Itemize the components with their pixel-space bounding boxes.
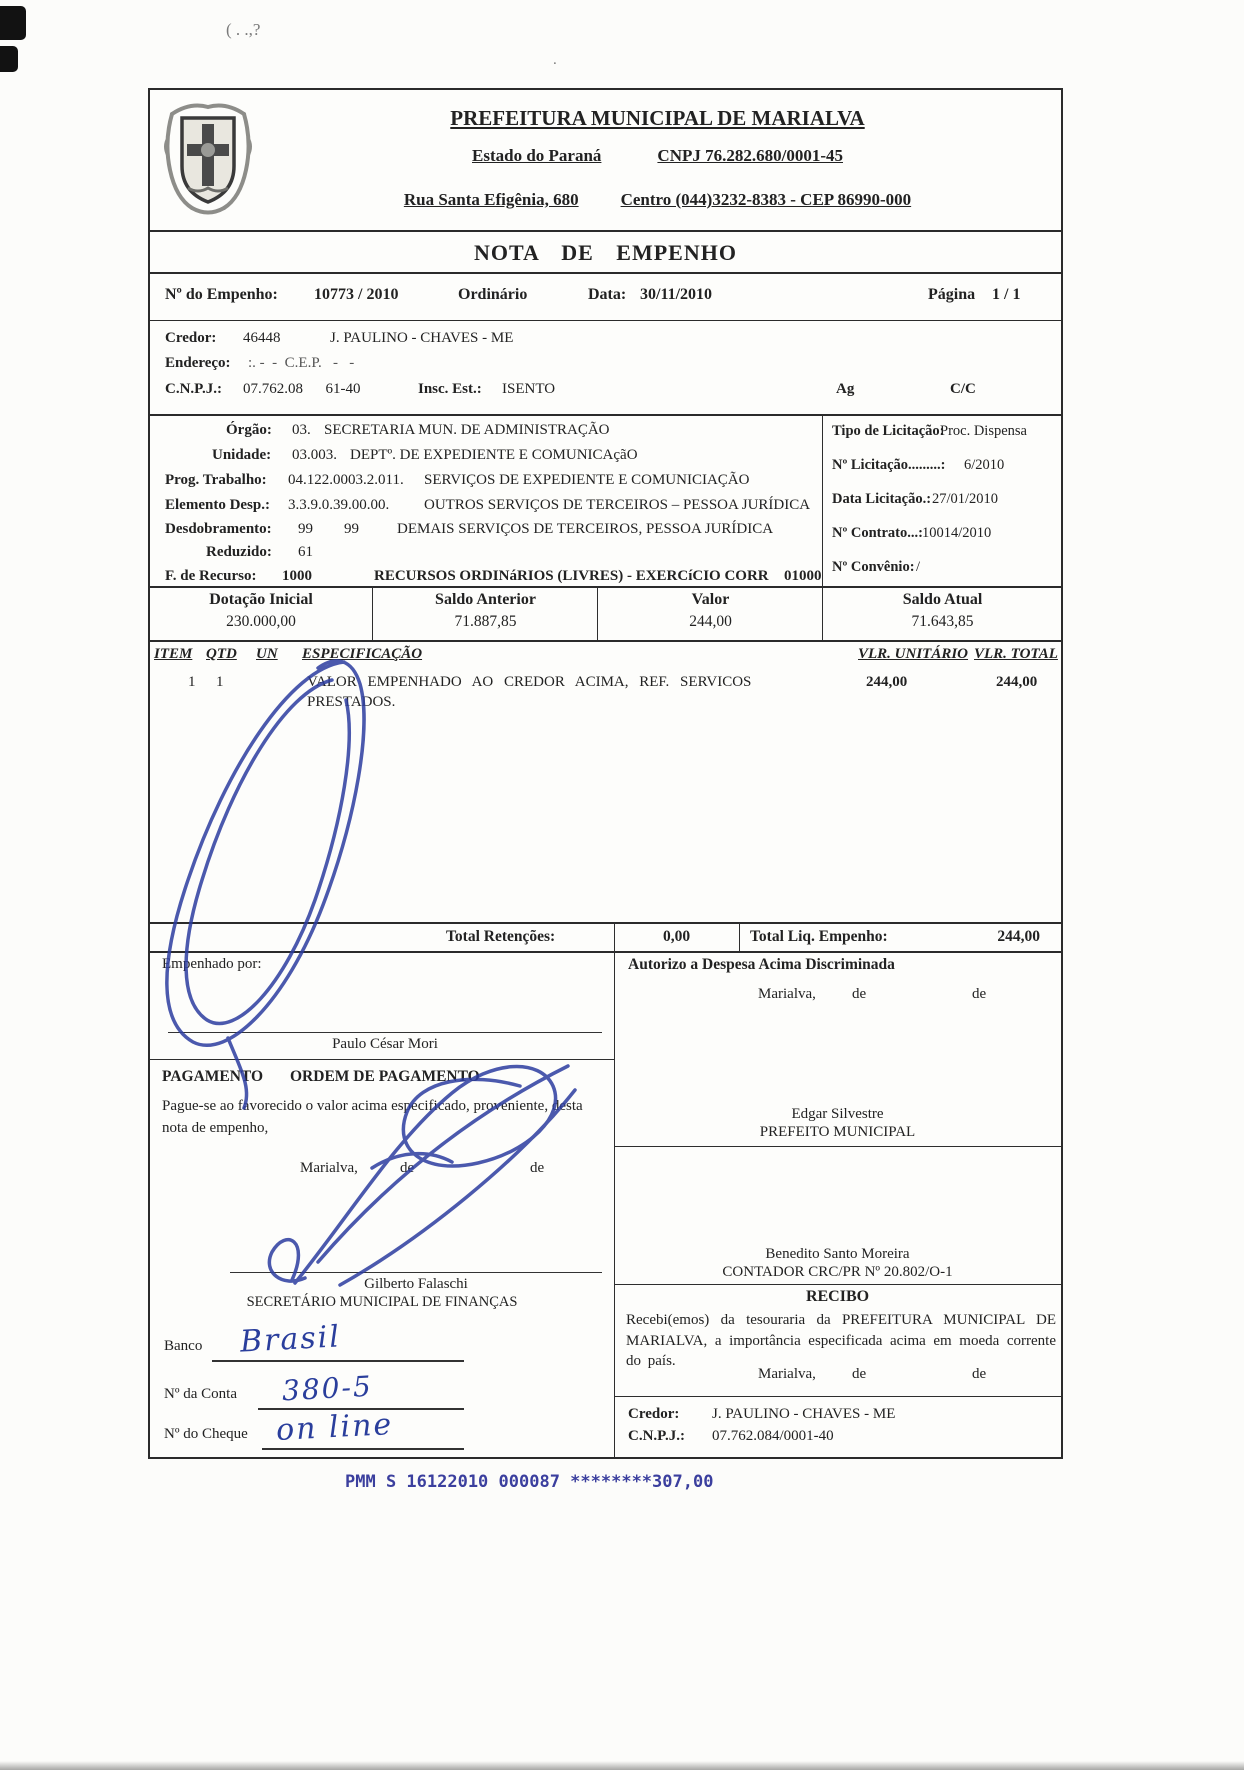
saldo-cell-dotacao-inicial [150,586,372,640]
contador-cargo: CONTADOR CRC/PR Nº 20.802/O-1 [722,1264,953,1280]
orgao-cod: 03. [292,422,311,438]
divider [150,1059,614,1060]
empenho-number-value: 10773 / 2010 [314,286,399,303]
insc-est-label: Insc. Est.: [418,381,482,397]
num-convenio-value: / [916,559,921,575]
recibo-cnpj-label: C.N.P.J.: [628,1428,685,1444]
item-numero: 1 [188,674,196,690]
divider [150,640,1061,642]
banco-fill-line [212,1360,464,1362]
saldo-value: 244,00 [689,613,732,630]
conta-handwritten-value: 380-5 [281,1369,374,1408]
desdobramento-cod1: 99 [298,521,313,537]
cheque-label: Nº do Cheque [164,1426,248,1442]
prefeito-nome: Edgar Silvestre [791,1106,884,1122]
empenho-form [148,88,1063,1459]
unidade-cod: 03.003. [292,447,337,463]
header-title-line [260,106,1055,131]
signature-line [230,1272,602,1273]
divider [150,951,1061,953]
contador-nome: Benedito Santo Moreira [765,1246,910,1262]
recibo-cnpj-value: 07.762.084/0001-40 [712,1428,834,1444]
item-vlr-total: 244,00 [996,674,1038,690]
autorizo-de-1: de [852,986,867,1002]
saldo-cell-saldo-atual [822,586,1062,640]
signature-line [168,1032,602,1033]
data-licitacao-value: 27/01/2010 [932,491,999,507]
prefeito-cargo: PREFEITO MUNICIPAL [759,1124,916,1140]
secretario-cargo: SECRETÁRIO MUNICIPAL DE FINANÇAS [246,1294,518,1310]
recibo-credor-label: Credor: [628,1406,680,1422]
divider [614,1396,1061,1397]
saldo-value: 71.887,85 [454,613,517,630]
num-licitacao-label: Nº Licitação.........: [832,457,946,473]
divider [822,414,823,586]
conta-label: Nº da Conta [164,1386,237,1402]
saldo-label: Valor [691,591,730,608]
empenhado-por-nome: Paulo César Mori [332,1036,438,1052]
autorizo-de-2: de [972,986,987,1002]
saldo-value: 230.000,00 [226,613,296,630]
col-header-vlr-total: VLR. TOTAL [974,646,1058,662]
header-centro: Centro (044)3232-8383 - CEP 86990-000 [620,190,912,209]
recibo-credor-value: J. PAULINO - CHAVES - ME [712,1406,896,1422]
desdobramento-cod2: 99 [344,521,359,537]
credor-codigo: 46448 [243,330,281,346]
total-retencoes-label: Total Retenções: [446,928,556,945]
endereco-value: :. - - C.E.P. - - [248,355,355,371]
divider [614,1284,1061,1285]
saldo-value: 71.643,85 [911,613,974,630]
saldo-label: Saldo Atual [902,591,983,608]
item-especificacao-l1: VALOR EMPENHADO AO CREDOR ACIMA, REF. SERVICOS [307,674,752,690]
pagamento-local: Marialva, [300,1160,358,1176]
col-header-item: ITEM [154,646,193,662]
desdobramento-value: DEMAIS SERVIÇOS DE TERCEIROS, PESSOA JURÍDICA [397,521,774,537]
stray-pen-mark: . [553,52,557,68]
divider [150,272,1061,274]
elemento-desp-label: Elemento Desp.: [165,497,270,513]
col-header-vlr-unitario: VLR. UNITÁRIO [858,646,969,662]
elemento-desp-cod: 3.3.9.0.39.00.00. [288,497,390,513]
prog-trabalho-value: SERVIÇOS DE EXPEDIENTE E COMUNICIAÇÃO [424,472,750,488]
header-rua: Rua Santa Efigênia, 680 [403,190,579,209]
num-contrato-label: Nº Contrato...: [832,525,923,541]
total-liq-empenho-label: Total Liq. Empenho: [750,928,888,945]
item-especificacao-l2: PRESTADOS. [307,694,396,710]
empenho-data-label: Data: [588,286,627,303]
num-licitacao-value: 6/2010 [964,457,1005,473]
orgao-value: SECRETARIA MUN. DE ADMINISTRAÇÃO [324,422,610,438]
reduzido-label: Reduzido: [206,544,272,560]
reduzido-value: 61 [298,544,313,560]
elemento-desp-value: OUTROS SERVIÇOS DE TERCEIROS – PESSOA JURÍDICA [424,497,811,513]
f-recurso-value: RECURSOS ORDINáRIOS (LIVRES) - EXERCíCIO CORR [374,568,769,584]
autorizo-local: Marialva, [758,986,816,1002]
stray-pen-mark: ( . .,? [226,20,261,39]
desdobramento-label: Desdobramento: [165,521,272,537]
divider [614,951,615,1457]
header-line-endereco [260,190,1055,210]
pague-se-texto-l1: Pague-se ao favorecido o valor acima especificado, proveniente, desta [162,1098,583,1114]
empenhado-por-label: Empenhado por: [162,956,262,972]
page-title: PREFEITURA MUNICIPAL DE MARIALVA [450,106,865,130]
divider [150,922,1061,924]
cheque-handwritten-value: on line [275,1406,395,1449]
header-estado: Estado do Paraná [472,146,602,165]
pague-se-texto-l2: nota de empenho, [162,1120,269,1136]
secretario-nome: Gilberto Falaschi [364,1276,468,1292]
divider [739,922,740,951]
scan-bottom-edge [0,1761,1244,1770]
insc-est-value: ISENTO [502,381,556,397]
data-licitacao-label: Data Licitação.: [832,491,932,507]
header-line-estado [260,146,1055,166]
recibo-titulo: RECIBO [805,1288,870,1305]
saldo-cell-saldo-anterior [372,586,598,640]
dot-matrix-stamp-line: PMM S 16122010 000087 ********307,00 [345,1472,714,1492]
banco-handwritten-value: Brasil [239,1319,342,1360]
prog-trabalho-cod: 04.122.0003.2.011. [288,472,404,488]
recibo-de-1: de [852,1366,867,1382]
credor-nome: J. PAULINO - CHAVES - ME [330,330,514,346]
credor-label: Credor: [165,330,217,346]
header-cnpj: CNPJ 76.282.680/0001-45 [657,146,843,165]
ordem-pagamento-title: ORDEM DE PAGAMENTO [290,1068,480,1085]
divider [150,414,1061,416]
saldo-label: Dotação Inicial [209,591,313,608]
col-header-qtd: QTD [206,646,237,662]
f-recurso-cod2: 01000 [784,568,822,584]
banco-label: Banco [164,1338,203,1354]
ag-label: Ag [836,381,855,397]
scan-artifact-blob [0,46,18,72]
recibo-de-2: de [972,1366,987,1382]
document-title: NOTA DE EMPENHO [150,230,1061,274]
col-header-especificacao: ESPECIFICAÇÃO [302,646,423,662]
autorizo-titulo: Autorizo a Despesa Acima Discriminada [628,956,895,973]
pagamento-title: PAGAMENTO [162,1068,264,1085]
divider [150,320,1061,321]
f-recurso-cod: 1000 [282,568,312,584]
recibo-local: Marialva, [758,1366,816,1382]
item-qtd: 1 [216,674,224,690]
pagamento-de-1: de [400,1160,415,1176]
orgao-label: Órgão: [226,422,272,438]
pagamento-de-2: de [530,1160,545,1176]
empenho-tipo: Ordinário [458,286,528,303]
col-header-un: UN [256,646,278,662]
num-contrato-value: 10014/2010 [922,525,992,541]
empenho-number-label: Nº do Empenho: [165,286,278,303]
tipo-licitacao-value: Proc. Dispensa [940,423,1027,439]
saldo-label: Saldo Anterior [435,591,536,608]
pagina-value: 1 / 1 [992,286,1021,303]
f-recurso-label: F. de Recurso: [165,568,257,584]
num-convenio-label: Nº Convênio: [832,559,915,575]
recibo-texto: Recebi(emos) da tesouraria da PREFEITURA MUNICIPAL DE MARIALVA, a importância especificada acima em moeda corrente do país. [626,1312,1056,1370]
cnpj-value: 07.762.08 61-40 [243,381,361,397]
cnpj-label: C.N.P.J.: [165,381,222,397]
unidade-value: DEPTº. DE EXPEDIENTE E COMUNICAçãO [350,447,638,463]
coat-of-arms-graphic [160,98,256,216]
municipal-coat-of-arms [160,98,256,216]
pagina-label: Página [928,286,976,303]
item-vlr-unitario: 244,00 [866,674,908,690]
scan-artifact-blob [0,6,26,40]
endereco-label: Endereço: [165,355,231,371]
total-retencoes-value: 0,00 [662,928,691,945]
prog-trabalho-label: Prog. Trabalho: [165,472,267,488]
divider [614,1146,1061,1147]
tipo-licitacao-label: Tipo de Licitação: [832,423,945,439]
cc-label: C/C [950,381,976,397]
cheque-fill-line [262,1448,464,1450]
total-liq-empenho-value: 244,00 [997,928,1040,945]
unidade-label: Unidade: [212,447,272,463]
saldo-cell-valor [597,586,823,640]
empenho-data-value: 30/11/2010 [640,286,713,303]
